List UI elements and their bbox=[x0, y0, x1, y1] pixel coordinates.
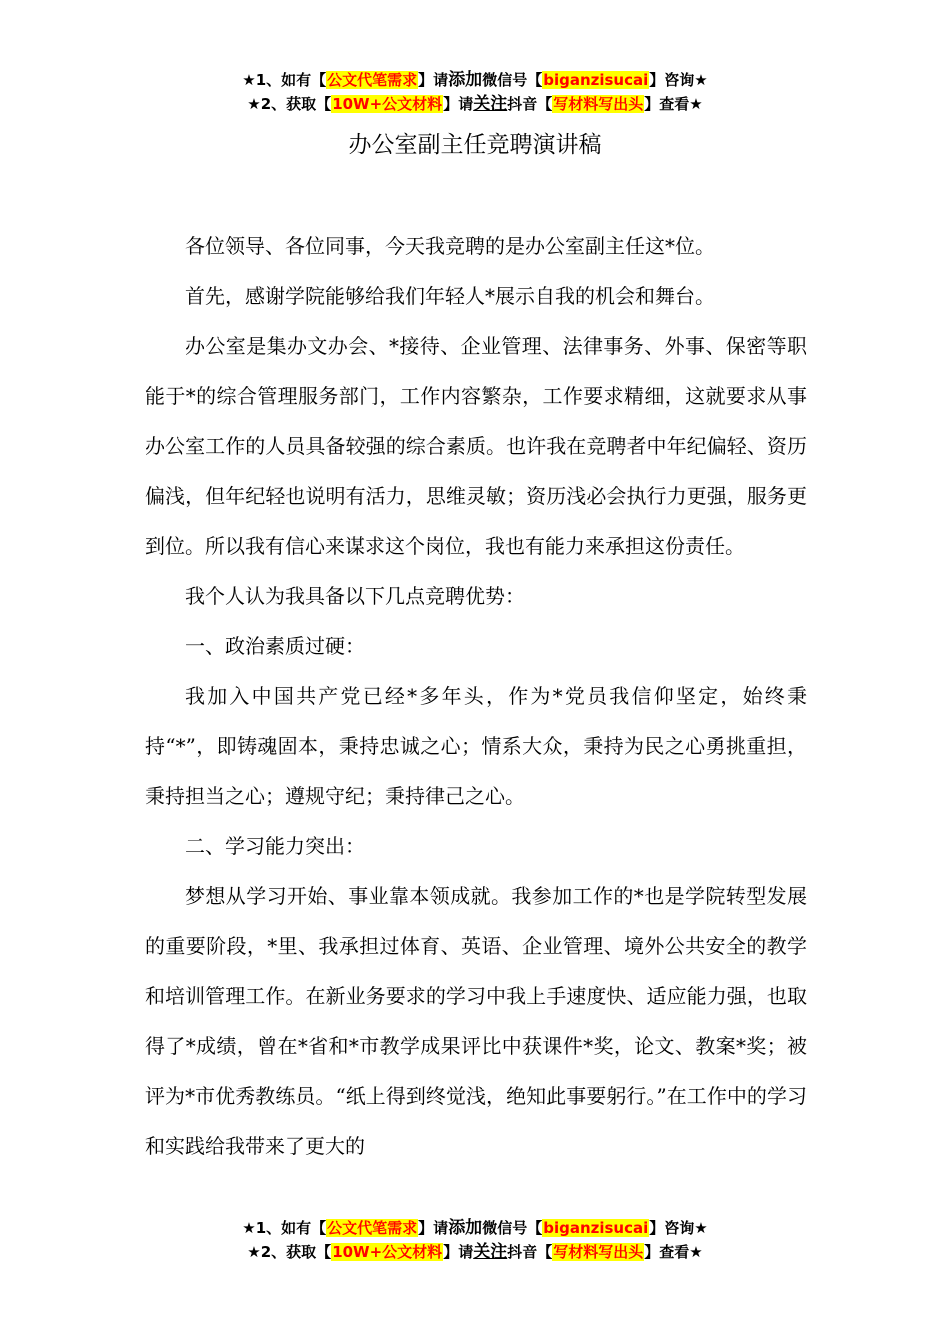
banner-line-2 bbox=[0, 1240, 950, 1264]
paragraph-thanks: 首先，感谢学院能够给我们年轻人*展示自我的机会和舞台。 bbox=[185, 284, 715, 308]
banner-highlight: 公文代笔需求 bbox=[327, 71, 418, 89]
section-heading-political: 一、政治素质过硬： bbox=[185, 634, 365, 658]
banner-text: 】咨询★ bbox=[649, 1219, 708, 1237]
banner-text: 2、获取【 bbox=[260, 95, 332, 113]
banner-line-2 bbox=[0, 92, 950, 116]
banner-highlight: 公文代笔需求 bbox=[327, 1219, 418, 1237]
banner-text: 1、如有【 bbox=[255, 71, 327, 89]
document-title: 办公室副主任竞聘演讲稿 bbox=[348, 132, 602, 158]
star-icon: ★ bbox=[247, 95, 261, 113]
banner-text: 微信号【 bbox=[482, 1219, 543, 1237]
header-banner bbox=[0, 68, 950, 116]
banner-line-1 bbox=[0, 68, 950, 92]
banner-text: 】请 bbox=[443, 95, 474, 113]
banner-text: 】咨询★ bbox=[649, 71, 708, 89]
banner-text: 抖音【 bbox=[507, 95, 553, 113]
star-icon: ★ bbox=[242, 71, 256, 89]
banner-text: 微信号【 bbox=[482, 71, 543, 89]
banner-text: 】请 bbox=[418, 71, 449, 89]
document-body bbox=[145, 221, 807, 1171]
banner-text: 】查看★ bbox=[644, 1243, 703, 1261]
paragraph-advantages-intro: 我个人认为我具备以下几点竞聘优势： bbox=[185, 584, 525, 608]
star-icon: ★ bbox=[242, 1219, 256, 1237]
banner-emphasis: 添加 bbox=[448, 1218, 483, 1238]
banner-highlight: 10W+公文材料 bbox=[332, 95, 443, 113]
banner-highlight: 10W+公文材料 bbox=[332, 1243, 443, 1261]
banner-emphasis: 关注 bbox=[473, 1242, 508, 1262]
star-icon: ★ bbox=[247, 1243, 261, 1261]
douyin-id-highlight: 写材料写出头 bbox=[553, 95, 644, 113]
banner-text: 】请 bbox=[443, 1243, 474, 1261]
banner-text: 抖音【 bbox=[507, 1243, 553, 1261]
section-heading-learning: 二、学习能力突出： bbox=[185, 834, 365, 858]
banner-text: 2、获取【 bbox=[260, 1243, 332, 1261]
banner-emphasis: 添加 bbox=[448, 70, 483, 90]
banner-text: 1、如有【 bbox=[255, 1219, 327, 1237]
banner-text: 】查看★ bbox=[644, 95, 703, 113]
paragraph-learning: 梦想从学习开始、事业靠本领成就。我参加工作的*也是学院转型发展的重要阶段，*里、我承担过体育、英语、企业管理、境外公共安全的教学和培训管理工作。在新业务要求的学习中我上手速度快、适应能力强，也取得了*成绩，曾在*省和*市教学成果评比中获课件*奖，论文、教案*奖；被评为*市优秀教练员。“纸上得到终觉浅，绝知此事要躬行。”在工作中的学习和实践给我带来了更大的 bbox=[145, 884, 807, 1158]
paragraph-political: 我加入中国共产党已经*多年头，作为*党员我信仰坚定，始终秉持“*”，即铸魂固本，秉持忠诚之心；情系大众，秉持为民之心勇挑重担，秉持担当之心；遵规守纪；秉持律己之心。 bbox=[145, 684, 807, 808]
banner-text: 】请 bbox=[418, 1219, 449, 1237]
paragraph-greeting: 各位领导、各位同事，今天我竞聘的是办公室副主任这*位。 bbox=[185, 234, 715, 258]
footer-banner bbox=[0, 1216, 950, 1264]
banner-line-1 bbox=[0, 1216, 950, 1240]
douyin-id-highlight: 写材料写出头 bbox=[553, 1243, 644, 1261]
paragraph-office-intro: 办公室是集办文办会、*接待、企业管理、法律事务、外事、保密等职能于*的综合管理服务部门，工作内容繁杂，工作要求精细，这就要求从事办公室工作的人员具备较强的综合素质。也许我在竞聘者中年纪偏轻、资历偏浅，但年纪轻也说明有活力，思维灵敏；资历浅必会执行力更强，服务更到位。所以我有信心来谋求这个岗位，我也有能力来承担这份责任。 bbox=[145, 334, 807, 558]
wechat-id-highlight: biganzisucai bbox=[543, 1219, 649, 1237]
wechat-id-highlight: biganzisucai bbox=[543, 71, 649, 89]
banner-emphasis: 关注 bbox=[473, 94, 508, 114]
